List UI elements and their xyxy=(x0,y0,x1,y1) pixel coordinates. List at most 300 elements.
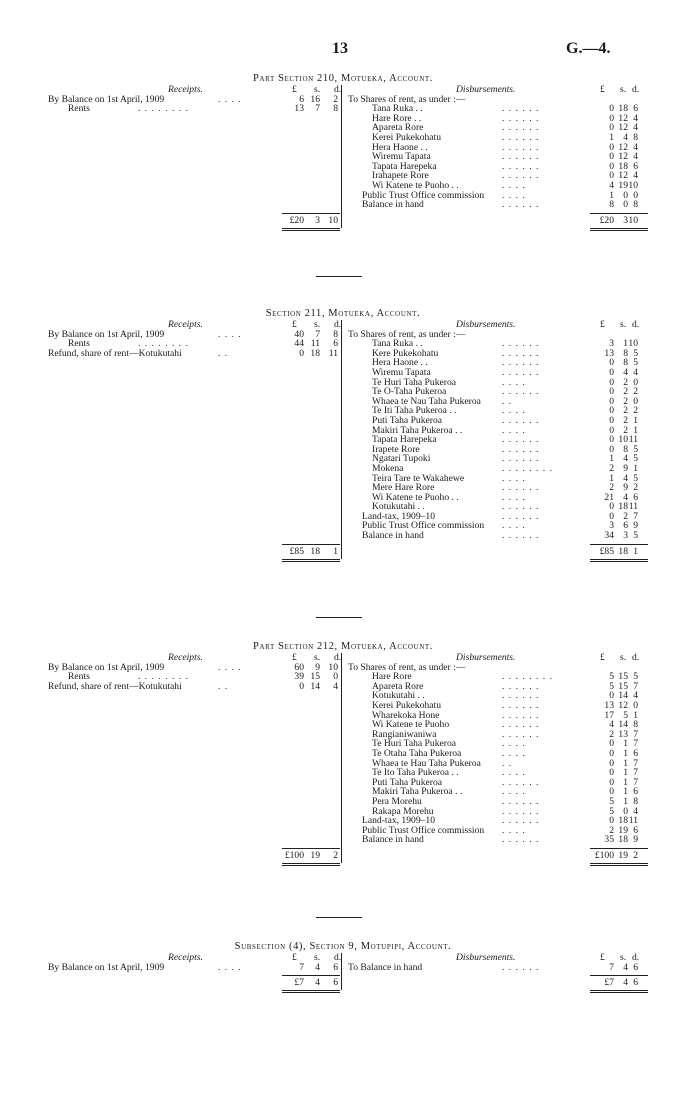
section-title: Part Section 212, Motueka, Account. xyxy=(253,641,433,652)
pounds-amount: 7 xyxy=(609,961,614,973)
page-header xyxy=(0,40,700,62)
receipt-row xyxy=(48,104,340,114)
disbursement-label: Apareta Rore xyxy=(372,122,424,134)
disbursement-label: Te O-Taha Pukeroa xyxy=(372,386,447,398)
pence-amount: 5 xyxy=(633,347,638,359)
total-pounds: £7 xyxy=(294,977,304,989)
shilling-heading: s. xyxy=(314,319,321,330)
leader-dots: . . . . . . xyxy=(502,414,540,426)
disbursement-label: Teira Tare te Wakahewe xyxy=(372,472,465,484)
disbursements-heading: Disbursements. xyxy=(456,84,516,95)
leader-dots: . . . . . . xyxy=(502,112,540,124)
shillings-amount: 9 xyxy=(623,462,628,474)
pound-heading: £ xyxy=(292,84,297,95)
total-rule-double xyxy=(282,865,340,866)
disbursement-label: To Shares of rent, as under :— xyxy=(348,328,466,340)
pounds-amount: 0 xyxy=(609,366,614,378)
total-rule-double xyxy=(590,230,648,231)
shillings-amount: 18 xyxy=(310,347,320,359)
shillings-amount: 18 xyxy=(618,815,628,827)
total-rule-bottom xyxy=(282,990,340,991)
shillings-amount: 10 xyxy=(618,434,628,446)
shillings-amount: 1 xyxy=(623,747,628,759)
pounds-amount: 1 xyxy=(609,453,614,465)
receipt-label: Rents xyxy=(68,338,90,350)
section-title: Part Section 210, Motueka, Account. xyxy=(253,73,433,84)
total-rule-top xyxy=(282,848,340,849)
pounds-amount: 0 xyxy=(609,776,614,788)
shillings-amount: 2 xyxy=(623,395,628,407)
pence-amount: 5 xyxy=(633,443,638,455)
pounds-amount: 0 xyxy=(299,680,304,692)
leader-dots: . . . . . . xyxy=(502,103,540,115)
pence-amount: 11 xyxy=(628,501,638,513)
total-shillings: 19 xyxy=(310,850,320,861)
section-separator xyxy=(316,917,362,918)
pence-heading: d. xyxy=(632,952,640,963)
pence-amount: 8 xyxy=(633,131,638,143)
shilling-heading: s. xyxy=(620,952,627,963)
pounds-amount: 17 xyxy=(604,709,614,721)
pence-amount: 2 xyxy=(633,482,638,494)
column-divider xyxy=(341,320,342,559)
total-pence: 10 xyxy=(628,214,638,226)
pounds-amount: 3 xyxy=(609,520,614,532)
leader-dots: . . . . . . xyxy=(502,501,540,513)
receipt-label: Refund, share of rent—Kotukutahi xyxy=(48,680,182,692)
shillings-amount: 9 xyxy=(623,482,628,494)
shillings-amount: 9 xyxy=(315,661,320,673)
shillings-amount: 5 xyxy=(623,709,628,721)
leader-dots: . . . . . . xyxy=(502,434,540,446)
total-rule-top xyxy=(282,213,340,214)
pence-heading: d. xyxy=(334,952,342,963)
pence-amount: 6 xyxy=(633,824,638,836)
disbursement-label: Wi Katene te Puoho . . xyxy=(372,491,459,503)
disbursement-label: Te Huri Taha Pukeroa xyxy=(372,738,456,750)
leader-dots: . . . . xyxy=(502,738,526,750)
leader-dots: . . . . . . xyxy=(502,151,540,163)
pence-amount: 0 xyxy=(633,376,638,388)
pence-amount: 10 xyxy=(628,179,638,191)
total-shillings: 19 xyxy=(618,850,628,861)
leader-dots: . . . . xyxy=(218,661,242,673)
leader-dots: . . . . xyxy=(218,961,242,973)
leader-dots: . . . . xyxy=(502,520,526,532)
total-rule-double xyxy=(590,561,648,562)
receipts-column xyxy=(48,963,340,973)
total-pence: 1 xyxy=(633,545,638,557)
leader-dots: . . . . xyxy=(502,786,526,798)
shillings-amount: 1 xyxy=(623,795,628,807)
shillings-amount: 13 xyxy=(618,728,628,740)
total-rule-top xyxy=(590,213,648,214)
pence-amount: 1 xyxy=(633,424,638,436)
pounds-amount: 13 xyxy=(604,347,614,359)
shillings-amount: 1 xyxy=(623,338,628,350)
pence-heading: d. xyxy=(632,652,640,663)
total-pounds: £85 xyxy=(599,545,614,557)
pence-amount: 4 xyxy=(633,366,638,378)
pounds-amount: 39 xyxy=(294,671,304,683)
pence-heading: d. xyxy=(334,319,342,330)
shillings-amount: 8 xyxy=(623,357,628,369)
pence-amount: 6 xyxy=(333,338,338,350)
disbursement-row xyxy=(344,835,638,845)
disbursement-label: Kere Pukekohatu xyxy=(372,347,439,359)
pence-amount: 11 xyxy=(328,347,338,359)
leader-dots: . . . . xyxy=(502,376,526,388)
pounds-amount: 0 xyxy=(609,405,614,417)
shillings-amount: 14 xyxy=(618,690,628,702)
total-pounds: £100 xyxy=(594,850,614,861)
disbursement-label: Mere Hare Rore xyxy=(372,482,435,494)
disbursement-label: Wi Katene te Puoho . . xyxy=(372,179,459,191)
leader-dots: . . xyxy=(502,757,513,769)
receipt-label: Rents xyxy=(68,103,90,115)
disbursement-label: Puti Taha Pukeroa xyxy=(372,414,443,426)
shillings-amount: 2 xyxy=(623,386,628,398)
account-section xyxy=(48,941,638,990)
leader-dots: . . . . . . xyxy=(502,122,540,134)
account-section xyxy=(48,73,638,228)
receipt-label: By Balance on 1st April, 1909 xyxy=(48,961,165,973)
leader-dots: . . . . . . xyxy=(502,719,540,731)
total-rule-bottom xyxy=(282,559,340,560)
document-reference: G.—4. xyxy=(566,40,611,57)
leader-dots: . . . . . . xyxy=(502,443,540,455)
leader-dots: . . . . xyxy=(502,189,526,201)
total-rule-bottom xyxy=(590,990,648,991)
shillings-amount: 12 xyxy=(618,141,628,153)
leader-dots: . . . . . . xyxy=(502,680,540,692)
pounds-amount: 0 xyxy=(609,501,614,513)
leader-dots: . . . . . . xyxy=(502,131,540,143)
pounds-amount: 1 xyxy=(609,472,614,484)
shillings-amount: 2 xyxy=(623,405,628,417)
pence-amount: 1 xyxy=(633,462,638,474)
receipt-row xyxy=(48,963,340,973)
pounds-amount: 5 xyxy=(609,795,614,807)
shillings-amount: 4 xyxy=(623,366,628,378)
pounds-amount: 5 xyxy=(609,805,614,817)
shillings-amount: 1 xyxy=(623,738,628,750)
pence-amount: 8 xyxy=(633,795,638,807)
shilling-heading: s. xyxy=(314,652,321,663)
pence-amount: 2 xyxy=(633,405,638,417)
shillings-amount: 8 xyxy=(623,347,628,359)
pence-amount: 9 xyxy=(633,834,638,846)
disbursement-label: Public Trust Office commission xyxy=(362,520,485,532)
pence-heading: d. xyxy=(334,84,342,95)
shillings-amount: 2 xyxy=(623,424,628,436)
disbursement-label: Makiri Taha Pukeroa . . xyxy=(372,424,463,436)
section-body xyxy=(48,85,638,228)
pounds-amount: 0 xyxy=(609,767,614,779)
leader-dots: . . . . . . xyxy=(502,482,540,494)
shillings-amount: 4 xyxy=(315,961,320,973)
pence-amount: 2 xyxy=(633,386,638,398)
shillings-amount: 2 xyxy=(623,510,628,522)
leader-dots: . . . . . . . . xyxy=(502,671,553,683)
disbursement-label: Wiremu Tapata xyxy=(372,151,431,163)
total-pounds: £20 xyxy=(289,214,304,226)
receipts-heading: Receipts. xyxy=(168,952,203,963)
disbursement-label: Wi Katene te Puoho xyxy=(372,719,450,731)
disbursement-label: Hera Haone . . xyxy=(372,141,428,153)
disbursement-label: Tana Ruka . . xyxy=(372,338,423,350)
pence-amount: 6 xyxy=(633,786,638,798)
pence-heading: d. xyxy=(632,319,640,330)
total-pence: 6 xyxy=(333,977,338,989)
pence-amount: 5 xyxy=(633,453,638,465)
pounds-amount: 3 xyxy=(609,338,614,350)
pounds-amount: 0 xyxy=(299,347,304,359)
account-section xyxy=(48,308,638,559)
disbursement-label: Pera Morehu xyxy=(372,795,422,807)
leader-dots: . . . . . . xyxy=(502,530,540,542)
pence-amount: 2 xyxy=(333,93,338,105)
section-body xyxy=(48,953,638,990)
shillings-amount: 0 xyxy=(623,199,628,211)
disbursements-heading: Disbursements. xyxy=(456,952,516,963)
total-pence: 1 xyxy=(333,545,338,557)
pounds-amount: 40 xyxy=(294,328,304,340)
disbursements-total xyxy=(344,216,638,228)
pence-amount: 7 xyxy=(633,510,638,522)
total-shillings: 18 xyxy=(618,545,628,557)
shilling-heading: s. xyxy=(314,84,321,95)
shillings-amount: 12 xyxy=(618,151,628,163)
pounds-amount: 0 xyxy=(609,747,614,759)
pence-amount: 8 xyxy=(633,719,638,731)
disbursement-label: Wiremu Tapata xyxy=(372,366,431,378)
total-pence: 6 xyxy=(633,977,638,989)
shillings-amount: 4 xyxy=(623,491,628,503)
leader-dots: . . . . . . xyxy=(502,141,540,153)
column-divider xyxy=(341,653,342,863)
leader-dots: . . . . . . xyxy=(502,805,540,817)
pence-amount: 5 xyxy=(633,671,638,683)
leader-dots: . . . . . . xyxy=(502,199,540,211)
pounds-amount: 0 xyxy=(609,141,614,153)
shillings-amount: 18 xyxy=(618,501,628,513)
disbursements-heading: Disbursements. xyxy=(456,652,516,663)
leader-dots: . . . . xyxy=(502,747,526,759)
disbursement-label: Kotukutahi . . xyxy=(372,501,425,513)
section-body xyxy=(48,320,638,559)
pounds-amount: 44 xyxy=(294,338,304,350)
total-rule-double xyxy=(590,865,648,866)
pound-heading: £ xyxy=(292,952,297,963)
leader-dots: . . . . . . xyxy=(502,366,540,378)
total-rule-bottom xyxy=(590,559,648,560)
total-shillings: 4 xyxy=(315,977,320,989)
shillings-amount: 1 xyxy=(623,767,628,779)
leader-dots: . . . . xyxy=(502,179,526,191)
column-divider xyxy=(341,85,342,228)
pounds-amount: 5 xyxy=(609,680,614,692)
shillings-amount: 18 xyxy=(618,834,628,846)
pence-amount: 0 xyxy=(333,671,338,683)
disbursements-total xyxy=(344,851,638,863)
total-pounds: £85 xyxy=(289,545,304,557)
leader-dots: . . . . . . . . xyxy=(138,103,189,115)
receipts-total xyxy=(48,216,342,228)
disbursement-label: Whaea te Nau Taha Pukeroa xyxy=(372,395,481,407)
pound-heading: £ xyxy=(292,319,297,330)
pence-amount: 8 xyxy=(333,103,338,115)
pounds-amount: 35 xyxy=(604,834,614,846)
pence-amount: 4 xyxy=(633,122,638,134)
leader-dots: . . . . xyxy=(218,328,242,340)
disbursements-total xyxy=(344,978,638,990)
pound-heading: £ xyxy=(600,652,605,663)
disbursement-label: Hare Rore . . xyxy=(372,112,422,124)
pounds-amount: 0 xyxy=(609,160,614,172)
pounds-amount: 0 xyxy=(609,738,614,750)
pence-amount: 1 xyxy=(633,414,638,426)
shillings-amount: 4 xyxy=(623,961,628,973)
pence-amount: 0 xyxy=(633,395,638,407)
total-rule-top xyxy=(590,848,648,849)
pounds-amount: 0 xyxy=(609,386,614,398)
disbursement-label: Rangianiwaniwa xyxy=(372,728,437,740)
receipt-label: Refund, share of rent—Kotukutahi xyxy=(48,347,182,359)
disbursement-label: Te Ito Taha Pukeroa . . xyxy=(372,767,459,779)
pound-heading: £ xyxy=(292,652,297,663)
disbursement-label: Hare Rore xyxy=(372,671,412,683)
pounds-amount: 7 xyxy=(299,961,304,973)
pounds-amount: 2 xyxy=(609,462,614,474)
shillings-amount: 16 xyxy=(310,93,320,105)
shillings-amount: 0 xyxy=(623,805,628,817)
leader-dots: . . . . . . xyxy=(502,728,540,740)
leader-dots: . . . . xyxy=(502,491,526,503)
receipts-heading: Receipts. xyxy=(168,652,203,663)
shillings-amount: 3 xyxy=(623,530,628,542)
pence-amount: 7 xyxy=(633,738,638,750)
pence-amount: 4 xyxy=(633,112,638,124)
shillings-amount: 19 xyxy=(618,179,628,191)
pence-amount: 6 xyxy=(633,491,638,503)
leader-dots: . . . . . . xyxy=(502,386,540,398)
shillings-amount: 12 xyxy=(618,112,628,124)
pence-amount: 7 xyxy=(633,767,638,779)
disbursement-label: Whaea te Hau Taha Pukeroa xyxy=(372,757,481,769)
disbursement-label: Te Otaha Taha Pukeroa xyxy=(372,747,462,759)
pence-heading: d. xyxy=(632,84,640,95)
total-rule-bottom xyxy=(590,863,648,864)
pence-amount: 8 xyxy=(333,328,338,340)
total-pounds: £20 xyxy=(599,214,614,226)
leader-dots: . . . . . . xyxy=(502,357,540,369)
shillings-amount: 1 xyxy=(623,776,628,788)
pence-amount: 9 xyxy=(633,520,638,532)
receipt-label: By Balance on 1st April, 1909 xyxy=(48,93,165,105)
total-rule-top xyxy=(590,544,648,545)
disbursement-label: Public Trust Office commission xyxy=(362,824,485,836)
leader-dots: . . . . . . xyxy=(502,347,540,359)
receipts-total xyxy=(48,978,342,990)
pounds-amount: 21 xyxy=(604,491,614,503)
pounds-amount: 8 xyxy=(609,199,614,211)
pence-amount: 4 xyxy=(633,805,638,817)
pounds-amount: 0 xyxy=(609,434,614,446)
pence-amount: 7 xyxy=(633,776,638,788)
total-rule-top xyxy=(282,544,340,545)
disbursement-label: Land-tax, 1909–10 xyxy=(362,815,436,827)
disbursement-label: Balance in hand xyxy=(362,530,424,542)
total-rule-double xyxy=(282,992,340,993)
pound-heading: £ xyxy=(600,952,605,963)
pence-amount: 6 xyxy=(633,103,638,115)
pence-amount: 7 xyxy=(633,680,638,692)
pence-amount: 4 xyxy=(633,141,638,153)
pence-amount: 4 xyxy=(333,680,338,692)
pounds-amount: 34 xyxy=(604,530,614,542)
leader-dots: . . . . . . xyxy=(502,795,540,807)
disbursements-column xyxy=(344,963,638,973)
disbursements-column xyxy=(344,95,638,210)
shillings-amount: 18 xyxy=(618,160,628,172)
disbursement-label: Te Huri Taha Pukeroa xyxy=(372,376,456,388)
disbursement-label: Ngatari Tupoki xyxy=(372,453,431,465)
receipts-column xyxy=(48,330,340,359)
disbursement-label: Irahapete Rore xyxy=(372,170,429,182)
disbursements-heading: Disbursements. xyxy=(456,319,516,330)
pounds-amount: 0 xyxy=(609,815,614,827)
total-shillings: 3 xyxy=(623,214,628,226)
pence-amount: 4 xyxy=(633,690,638,702)
leader-dots: . . . . . . xyxy=(502,776,540,788)
leader-dots: . . . . xyxy=(502,424,526,436)
shillings-amount: 6 xyxy=(623,520,628,532)
pounds-amount: 0 xyxy=(609,395,614,407)
total-pence: 2 xyxy=(333,850,338,861)
disbursement-label: Wharekoka Hone xyxy=(372,709,440,721)
receipt-label: By Balance on 1st April, 1909 xyxy=(48,661,165,673)
pounds-amount: 0 xyxy=(609,443,614,455)
pounds-amount: 0 xyxy=(609,357,614,369)
pence-amount: 5 xyxy=(633,357,638,369)
receipts-column xyxy=(48,95,340,114)
leader-dots: . . . . . . xyxy=(502,815,540,827)
total-pence: 2 xyxy=(633,850,638,861)
leader-dots: . . xyxy=(218,347,229,359)
pence-amount: 7 xyxy=(633,728,638,740)
leader-dots: . . . . . . xyxy=(502,453,540,465)
disbursement-row xyxy=(344,531,638,541)
pence-amount: 5 xyxy=(633,530,638,542)
pounds-amount: 2 xyxy=(609,482,614,494)
pounds-amount: 0 xyxy=(609,424,614,436)
pence-amount: 0 xyxy=(633,699,638,711)
section-separator xyxy=(316,617,362,618)
leader-dots: . . . . xyxy=(502,472,526,484)
leader-dots: . . xyxy=(502,395,513,407)
pounds-amount: 0 xyxy=(609,103,614,115)
leader-dots: . . xyxy=(218,680,229,692)
pounds-amount: 1 xyxy=(609,189,614,201)
pounds-amount: 2 xyxy=(609,728,614,740)
shillings-amount: 19 xyxy=(618,824,628,836)
shillings-amount: 12 xyxy=(618,122,628,134)
pounds-amount: 0 xyxy=(609,170,614,182)
receipt-label: Rents xyxy=(68,671,90,683)
shillings-amount: 11 xyxy=(310,338,320,350)
disbursements-column xyxy=(344,330,638,541)
